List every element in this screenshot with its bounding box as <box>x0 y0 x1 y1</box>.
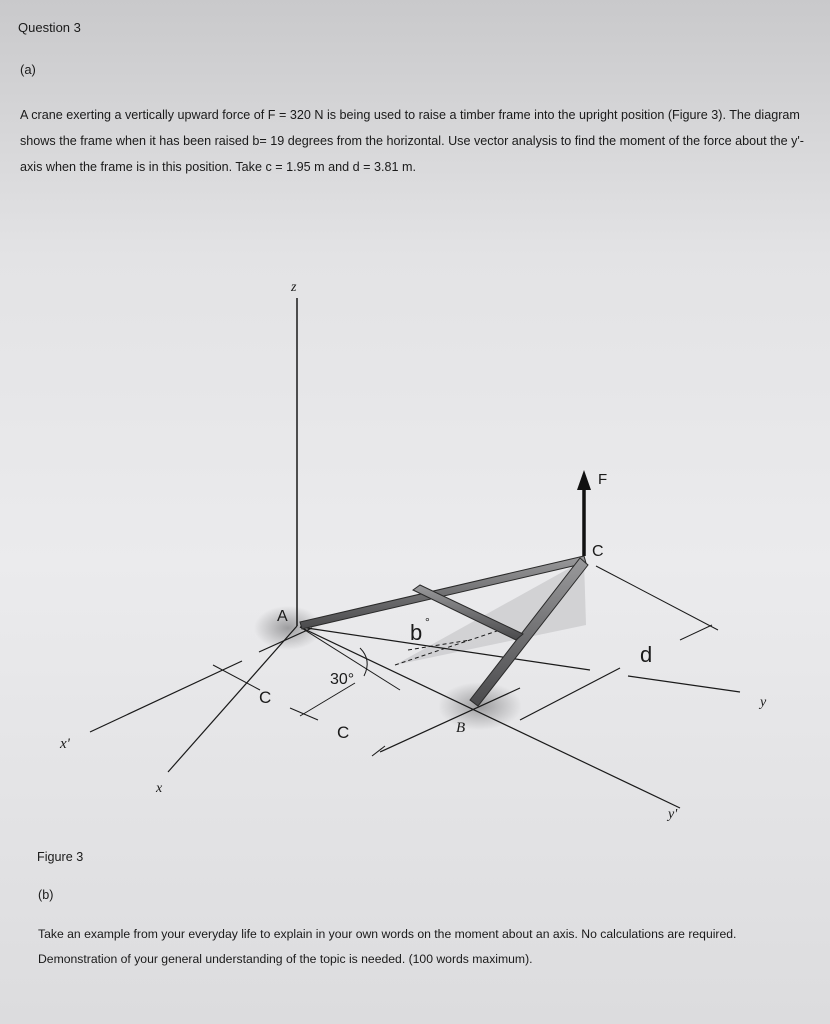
label-b: b <box>410 620 423 645</box>
label-C-mid: C <box>337 723 350 742</box>
dim-d-line-1 <box>596 566 718 630</box>
dim-c-left-1 <box>213 665 260 690</box>
part-a-text: A crane exerting a vertically upward force of F = 320 N is being used to raise a timber frame into the upright position (Figure 3). The diagram shows the frame when it has been raised b= 19 degrees from the horizontal. Use vector analysis to find the moment of the force about the y'-axis when the frame is in this position. Take c = 1.95 m and d = 3.81 m. <box>20 108 804 174</box>
label-A: A <box>277 608 288 625</box>
dim-d-line-2 <box>680 625 712 640</box>
label-F: F <box>598 471 608 488</box>
label-d: d <box>640 642 653 667</box>
label-y-prime: y' <box>668 807 678 822</box>
mid-parallel-line <box>520 668 620 720</box>
label-x: x <box>156 781 163 796</box>
label-x-prime: x' <box>60 736 70 752</box>
question-title: Question 3 <box>18 20 81 35</box>
y-axis-far <box>628 676 740 692</box>
angle-arc <box>360 648 367 676</box>
figure-3-diagram <box>0 260 830 840</box>
label-C-left: C <box>259 688 272 707</box>
upward-arrow-icon <box>577 470 591 490</box>
label-b-degree: ° <box>425 615 430 629</box>
part-b-label: (b) <box>38 888 54 902</box>
part-a-label: (a) <box>20 62 36 77</box>
x-prime-axis <box>90 661 242 732</box>
label-C-top: C <box>592 543 604 560</box>
frame-plane <box>395 560 586 665</box>
y-prime-axis <box>300 627 680 808</box>
label-B: B <box>456 720 466 736</box>
label-y: y <box>760 695 767 710</box>
part-b-text: Take an example from your everyday life to explain in your own words on the moment about an axis. No calculations are required. Demonstration of your general understanding of the topic is needed. (100 words maximum). <box>38 927 737 966</box>
figure-caption: Figure 3 <box>37 850 84 864</box>
label-angle: 30° <box>330 671 355 688</box>
x-axis <box>168 626 297 772</box>
label-z: z <box>291 280 297 295</box>
